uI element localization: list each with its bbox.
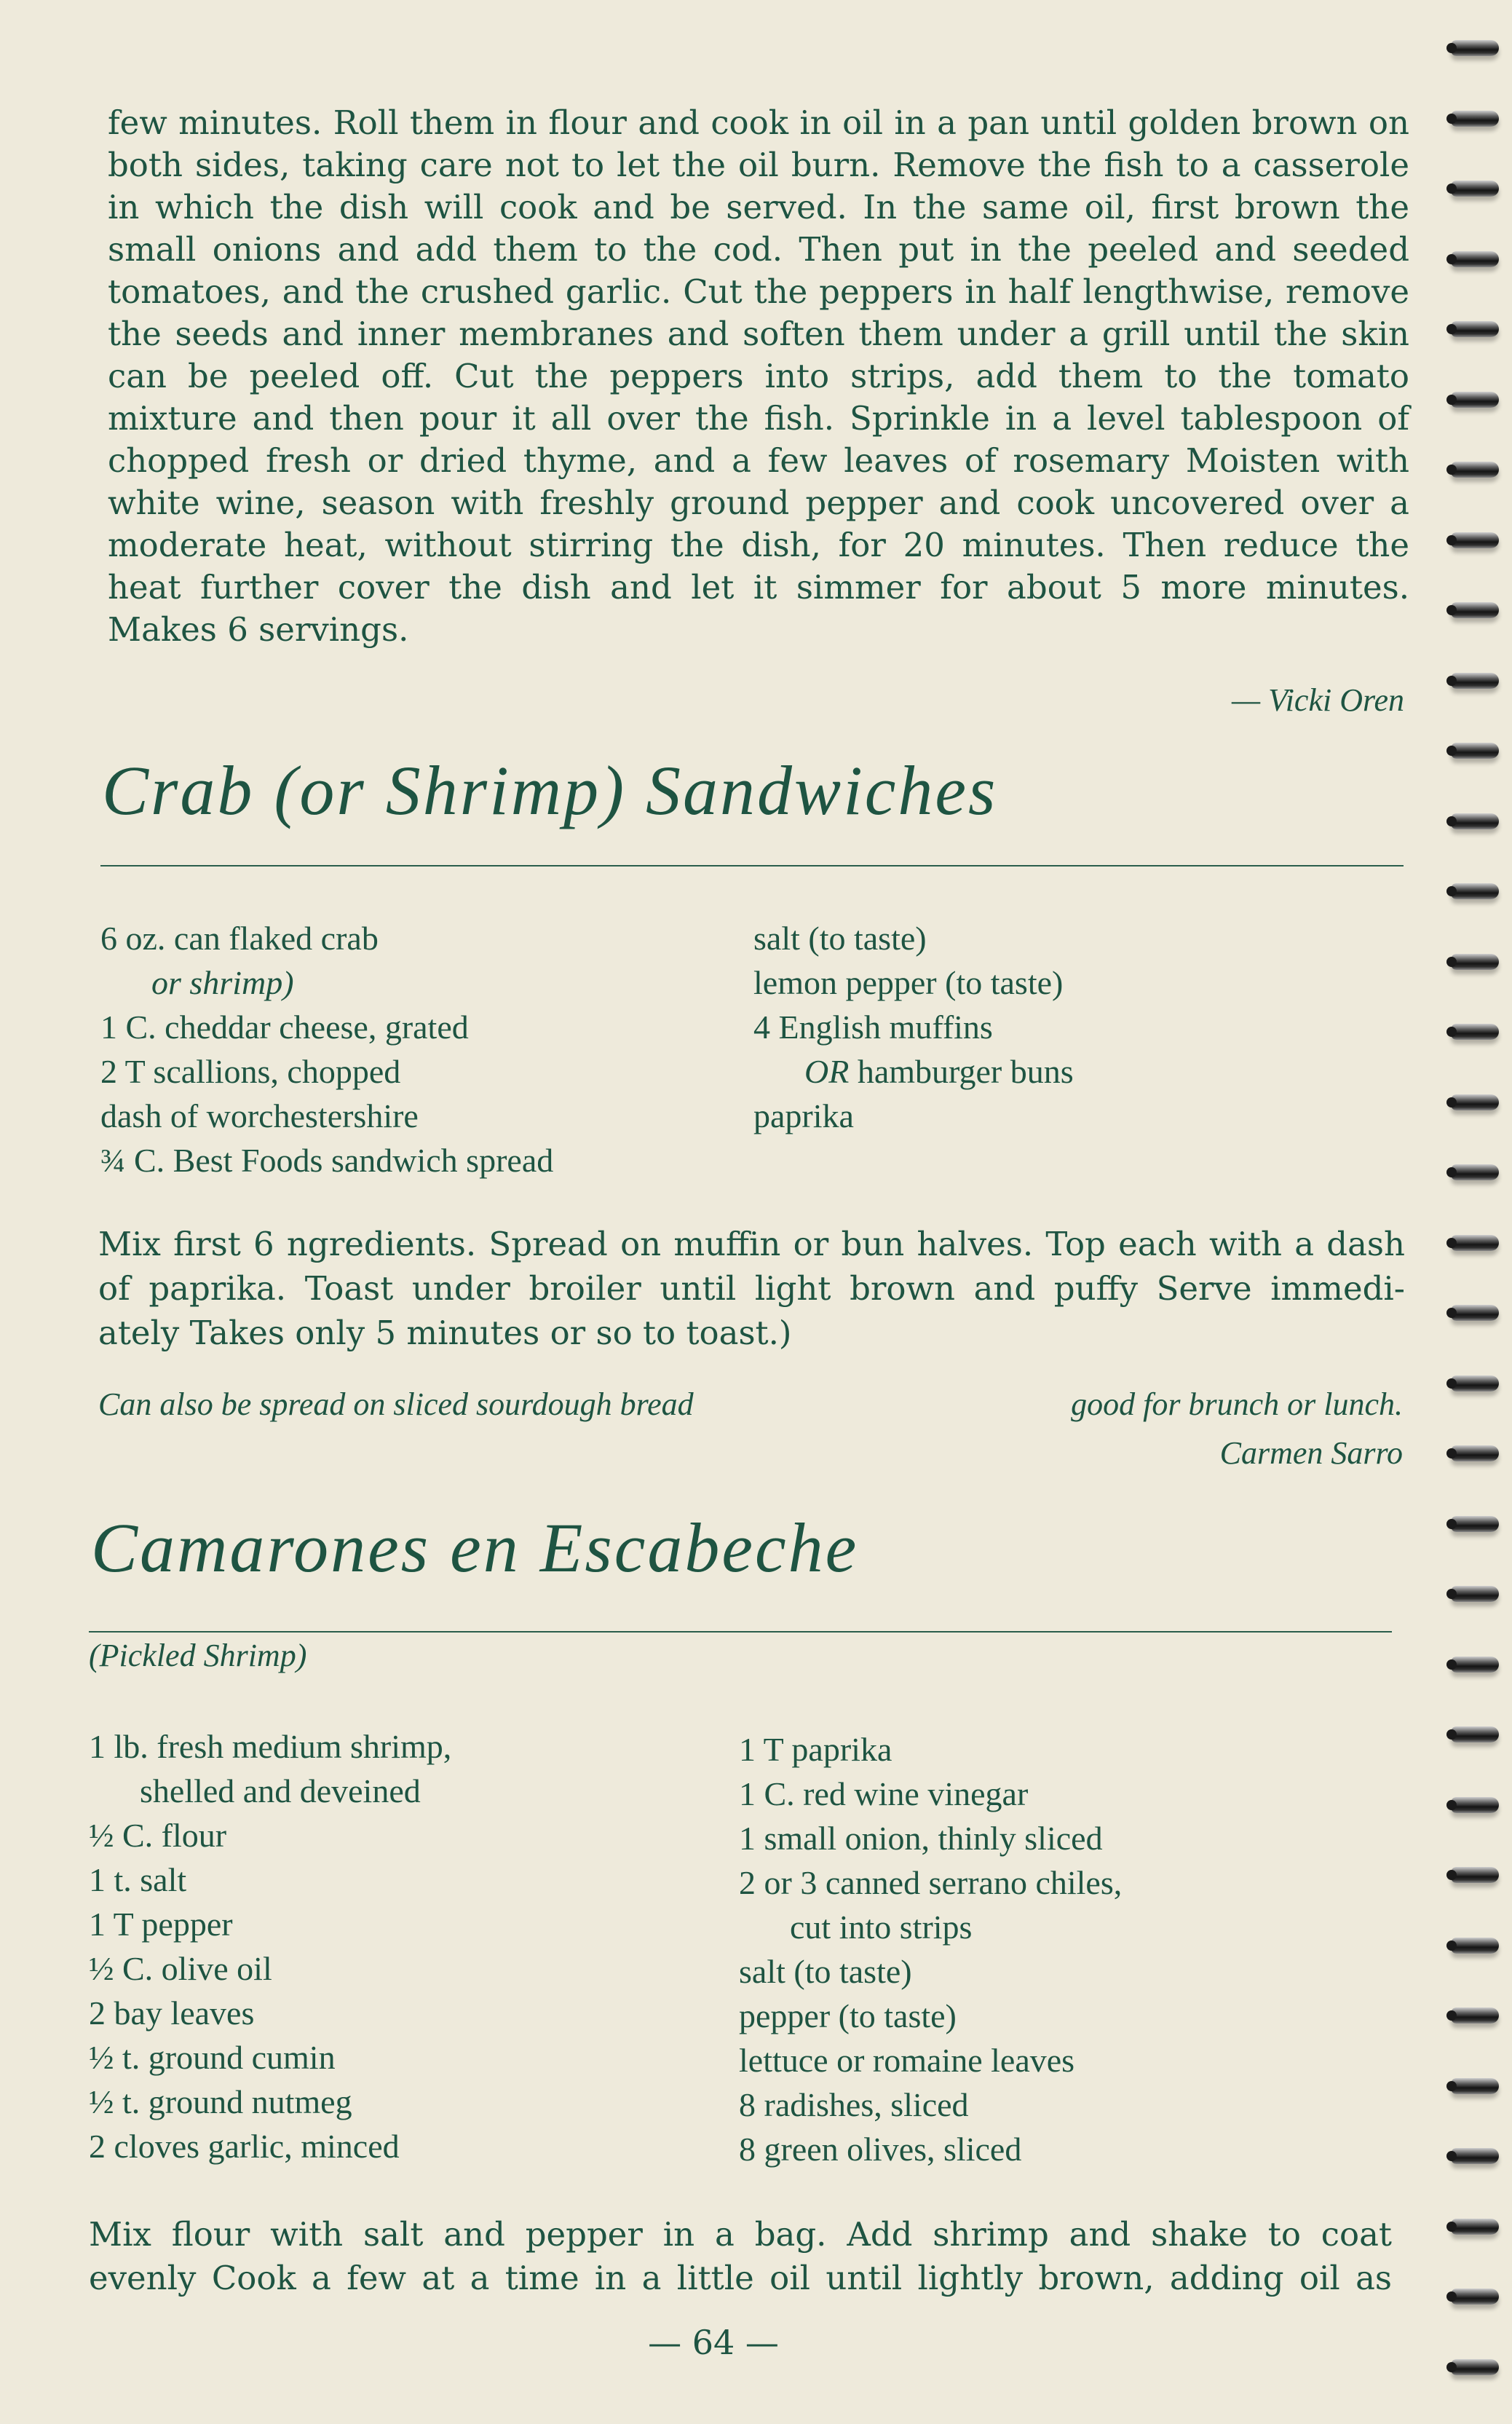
ingredient: 1 lb. fresh medium shrimp, bbox=[89, 1728, 452, 1765]
ingredient: salt (to taste) bbox=[739, 1953, 912, 1990]
ingredient: ½ t. ground nutmeg bbox=[89, 2083, 352, 2120]
page-number: — 64 — bbox=[648, 2323, 779, 2362]
spiral-coil bbox=[1451, 1235, 1499, 1251]
spiral-coil bbox=[1451, 2289, 1499, 2305]
spiral-coil bbox=[1451, 743, 1499, 759]
spiral-coil bbox=[1451, 1586, 1499, 1602]
ingredient-or: OR bbox=[804, 1053, 850, 1090]
directions-line: of paprika. Toast under broiler until light brown and puffy Serve immedi- bbox=[98, 1269, 1405, 1308]
intro-line: chopped fresh or dried thyme, and a few leaves of rosemary Moisten with bbox=[108, 441, 1409, 480]
spiral-coil bbox=[1451, 602, 1499, 618]
spiral-coil bbox=[1451, 1024, 1499, 1040]
ingredient: 1 small onion, thinly sliced bbox=[739, 1820, 1103, 1857]
camarones-ingredients-right bbox=[739, 1727, 1122, 2171]
ingredient: 6 oz. can flaked crab bbox=[100, 920, 379, 957]
spiral-coil bbox=[1451, 1867, 1499, 1883]
ingredient: 4 English muffins bbox=[753, 1008, 993, 1046]
ingredient: 8 radishes, sliced bbox=[739, 2086, 969, 2123]
crab-ingredients-right bbox=[753, 916, 1074, 1138]
intro-line: Makes 6 servings. bbox=[108, 610, 409, 649]
spiral-coil bbox=[1451, 813, 1499, 829]
spiral-coil bbox=[1451, 532, 1499, 548]
crab-signature: Carmen Sarro bbox=[1219, 1435, 1403, 1471]
directions-line: evenly Cook a few at a time in a little oil until lightly brown, adding oil as bbox=[89, 2259, 1392, 2297]
spiral-coil bbox=[1451, 1516, 1499, 1532]
intro-line: the seeds and inner membranes and soften them under a grill until the skin bbox=[108, 315, 1409, 353]
ingredient: ½ C. olive oil bbox=[89, 1950, 272, 1987]
ingredient: 2 bay leaves bbox=[89, 1994, 255, 2032]
crab-note-right: good for brunch or lunch. bbox=[1071, 1386, 1403, 1422]
camarones-recipe-title: Camarones en Escabeche bbox=[91, 1509, 859, 1587]
ingredient: 1 T pepper bbox=[89, 1906, 233, 1943]
spiral-coil bbox=[1451, 2148, 1499, 2164]
ingredient: pepper (to taste) bbox=[739, 1997, 957, 2034]
intro-line: heat further cover the dish and let it simmer for about 5 more minutes. bbox=[108, 568, 1409, 607]
spiral-coil bbox=[1451, 1657, 1499, 1673]
intro-line: white wine, season with freshly ground pepper and cook uncovered over a bbox=[108, 483, 1409, 522]
spiral-coil bbox=[1451, 251, 1499, 267]
crab-note-left: Can also be spread on sliced sourdough bread bbox=[98, 1386, 694, 1422]
ingredient: ¾ C. Best Foods sandwich spread bbox=[100, 1142, 554, 1179]
spiral-binding bbox=[1445, 0, 1512, 2424]
ingredient: dash of worchestershire bbox=[100, 1097, 419, 1134]
intro-signature: — Vicki Oren bbox=[1231, 682, 1404, 718]
intro-line: can be peeled off. Cut the peppers into strips, add them to the tomato bbox=[108, 357, 1409, 395]
spiral-coil bbox=[1451, 1305, 1499, 1321]
spiral-coil bbox=[1451, 1938, 1499, 1954]
spiral-coil bbox=[1451, 1445, 1499, 1461]
spiral-coil bbox=[1451, 321, 1499, 337]
spiral-coil bbox=[1451, 2078, 1499, 2094]
spiral-coil bbox=[1451, 2008, 1499, 2024]
directions-line: Mix first 6 ngredients. Spread on muffin or bun halves. Top each with a dash bbox=[98, 1225, 1405, 1263]
camarones-title-rule bbox=[89, 1631, 1392, 1633]
spiral-coil bbox=[1451, 954, 1499, 970]
ingredient: lettuce or romaine leaves bbox=[739, 2042, 1075, 2079]
directions-line: Mix flour with salt and pepper in a bag. Add shrimp and shake to coat bbox=[89, 2215, 1392, 2254]
ingredient: 1 C. cheddar cheese, grated bbox=[100, 1008, 469, 1046]
ingredient: salt (to taste) bbox=[753, 920, 927, 957]
intro-line: tomatoes, and the crushed garlic. Cut the peppers in half lengthwise, remove bbox=[108, 272, 1409, 311]
spiral-coil bbox=[1451, 1375, 1499, 1391]
ingredient: 8 green olives, sliced bbox=[739, 2131, 1022, 2168]
spiral-coil bbox=[1451, 2219, 1499, 2235]
crab-title-rule bbox=[100, 865, 1404, 866]
ingredient bbox=[753, 1049, 1074, 1094]
ingredient: 1 t. salt bbox=[89, 1861, 187, 1898]
spiral-coil bbox=[1451, 40, 1499, 56]
intro-line: moderate heat, without stirring the dish, for 20 minutes. Then reduce the bbox=[108, 526, 1409, 564]
spiral-coil bbox=[1451, 1726, 1499, 1742]
ingredient: ½ t. ground cumin bbox=[89, 2039, 336, 2076]
camarones-ingredients-left bbox=[89, 1724, 451, 2168]
ingredient: shelled and deveined bbox=[140, 1772, 421, 1809]
ingredient: lemon pepper (to taste) bbox=[753, 964, 1064, 1001]
spiral-coil bbox=[1451, 1164, 1499, 1180]
intro-line: small onions and add them to the cod. Then put in the peeled and seeded bbox=[108, 230, 1409, 269]
spiral-coil bbox=[1451, 883, 1499, 899]
ingredient: 1 C. red wine vinegar bbox=[739, 1775, 1029, 1812]
ingredient: ½ C. flour bbox=[89, 1817, 227, 1854]
crab-ingredients-left bbox=[100, 916, 553, 1183]
ingredient: 2 cloves garlic, minced bbox=[89, 2128, 400, 2165]
ingredient: 2 or 3 canned serrano chiles, bbox=[739, 1864, 1123, 1901]
ingredient: or shrimp) bbox=[151, 964, 294, 1001]
ingredient: 1 T paprika bbox=[739, 1731, 892, 1768]
spiral-coil bbox=[1451, 392, 1499, 408]
spiral-coil bbox=[1451, 462, 1499, 478]
directions-line: ately Takes only 5 minutes or so to toast.) bbox=[98, 1314, 792, 1352]
spiral-coil bbox=[1451, 1094, 1499, 1110]
ingredient: 2 T scallions, chopped bbox=[100, 1053, 401, 1090]
spiral-coil bbox=[1451, 1797, 1499, 1813]
spiral-coil bbox=[1451, 673, 1499, 689]
camarones-subtitle: (Pickled Shrimp) bbox=[89, 1638, 307, 1673]
ingredient: paprika bbox=[753, 1097, 854, 1134]
spiral-coil bbox=[1451, 2359, 1499, 2375]
intro-line: few minutes. Roll them in flour and cook in oil in a pan until golden brown on bbox=[108, 103, 1409, 142]
spiral-coil bbox=[1451, 111, 1499, 127]
intro-line: in which the dish will cook and be served. In the same oil, first brown the bbox=[108, 188, 1409, 226]
intro-line: mixture and then pour it all over the fish. Sprinkle in a level tablespoon of bbox=[108, 399, 1409, 438]
spiral-coil bbox=[1451, 181, 1499, 197]
ingredient-alt: hamburger buns bbox=[857, 1053, 1074, 1090]
ingredient: cut into strips bbox=[790, 1908, 973, 1946]
intro-line: both sides, taking care not to let the oil burn. Remove the fish to a casserole bbox=[108, 146, 1409, 184]
crab-recipe-title: Crab (or Shrimp) Sandwiches bbox=[102, 751, 998, 829]
